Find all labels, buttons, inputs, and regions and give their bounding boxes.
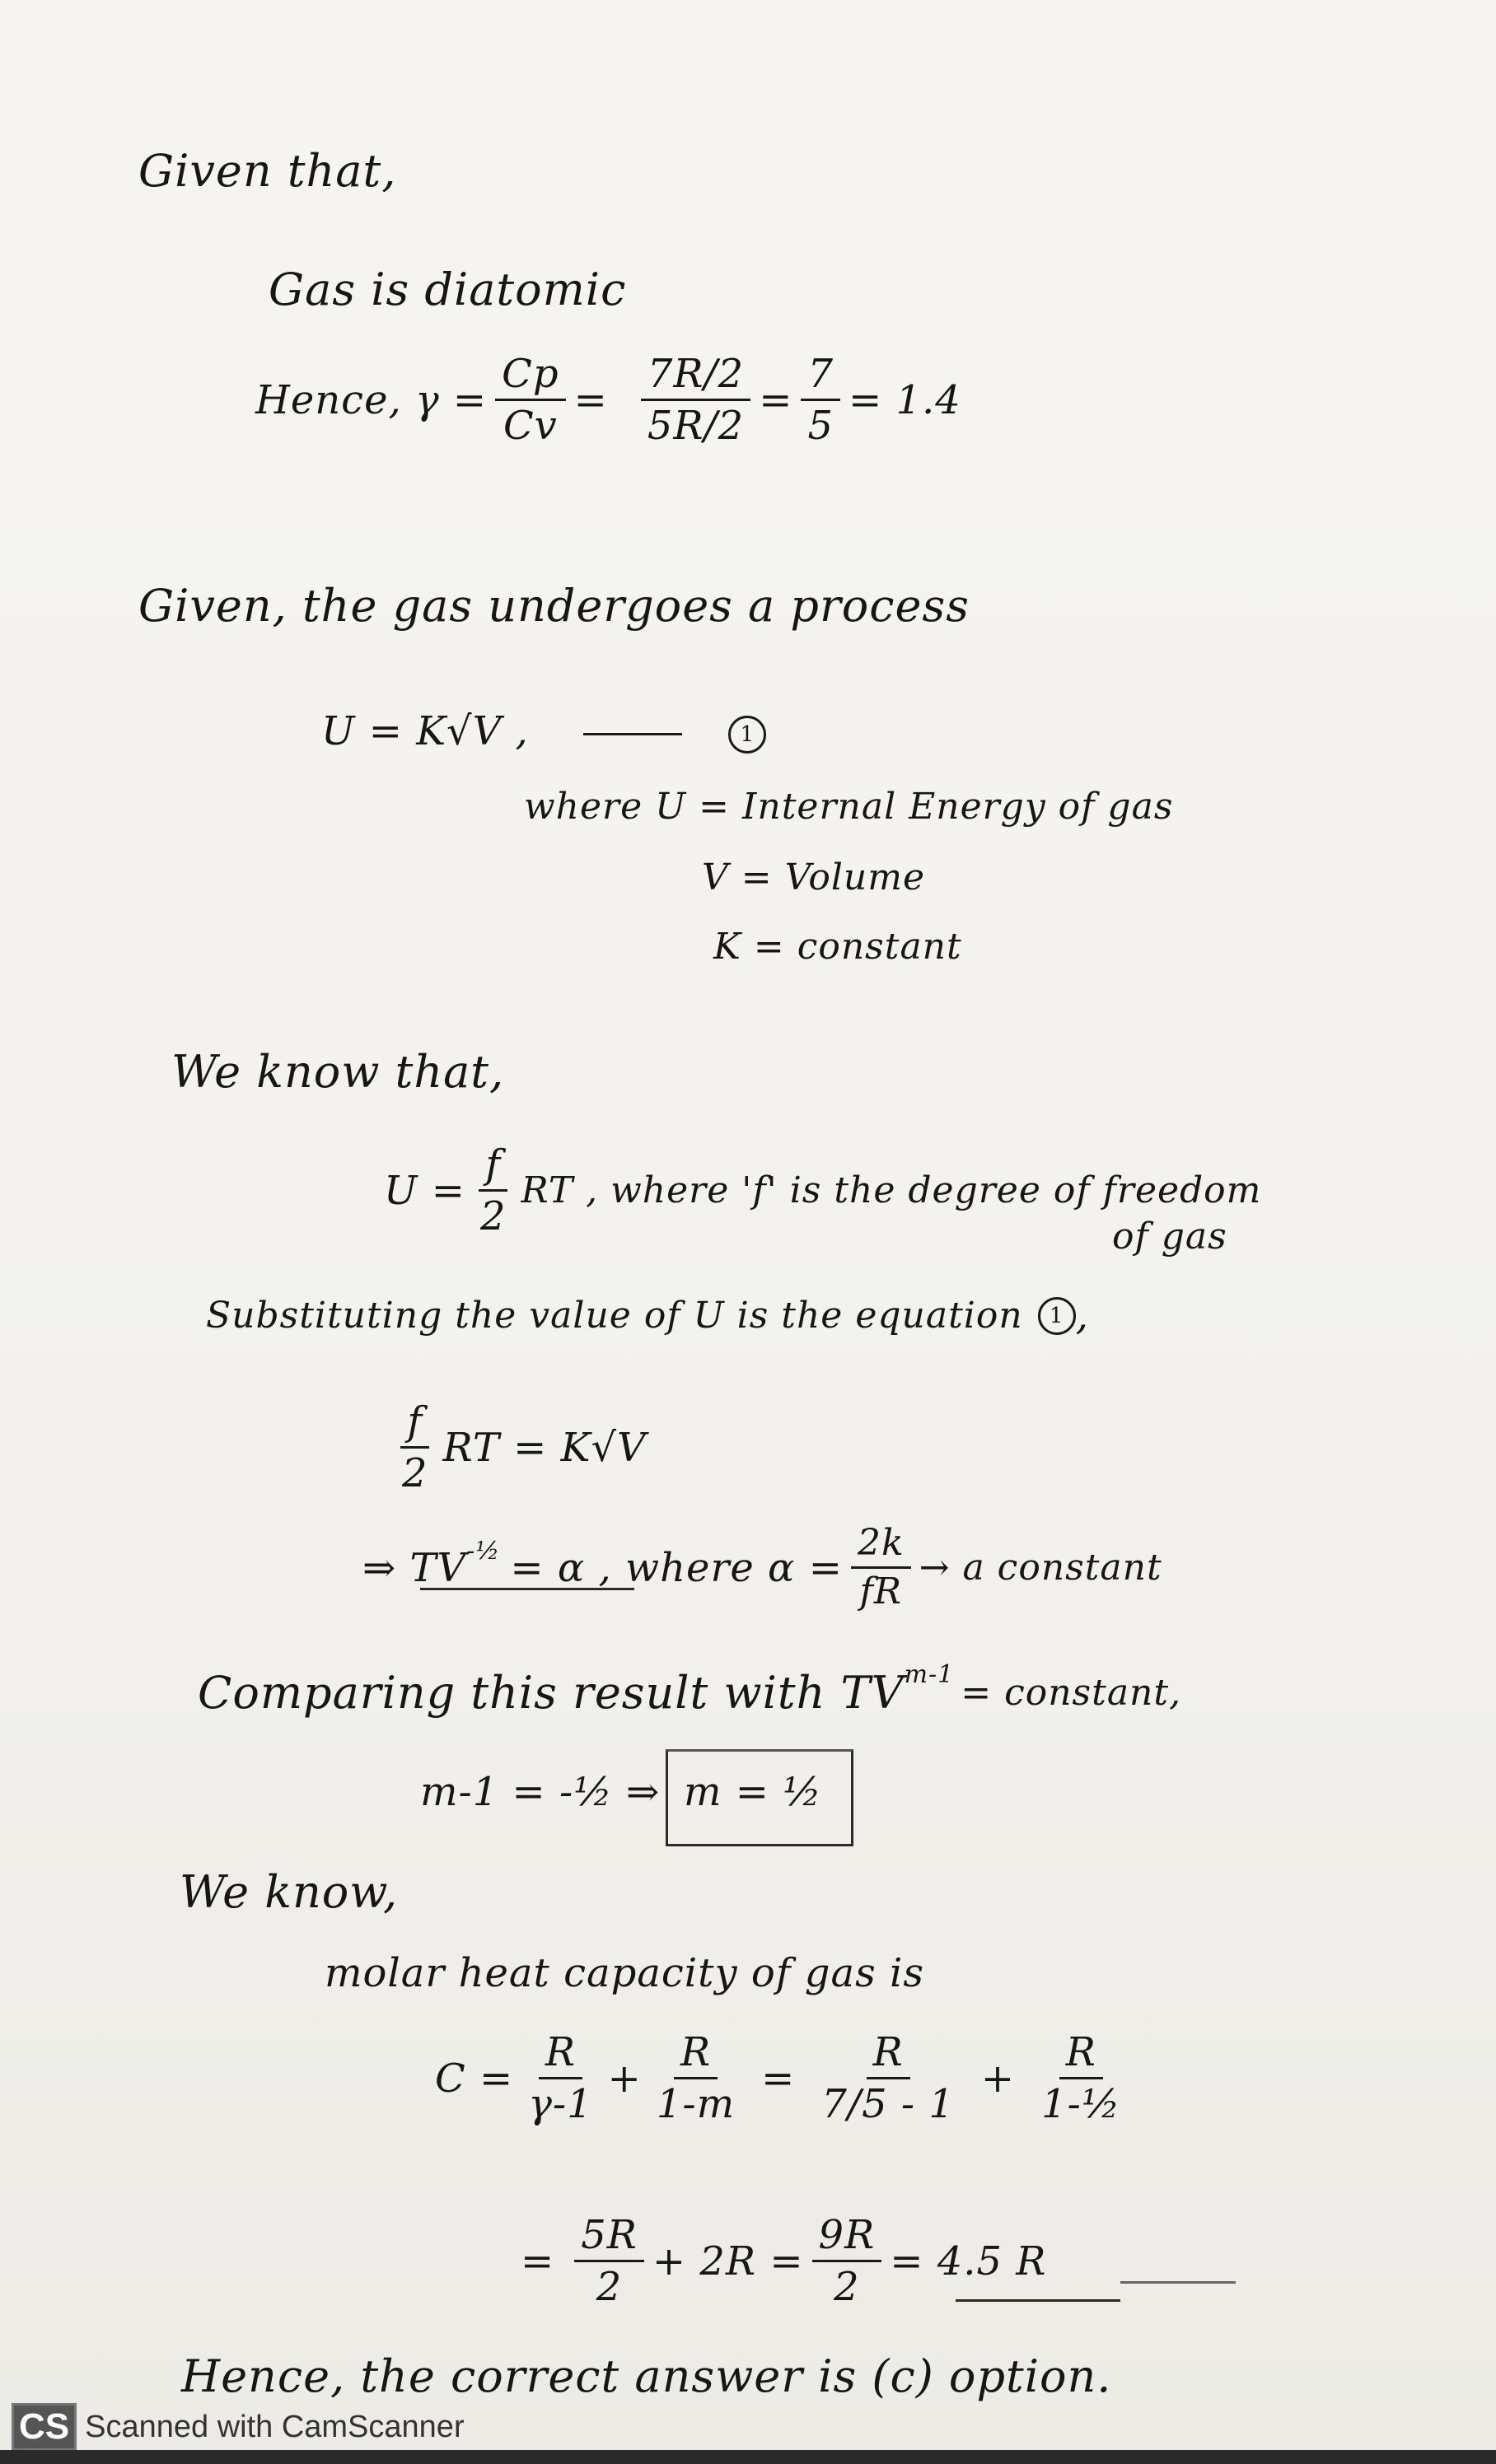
r-numerator-4: R	[1059, 2032, 1103, 2079]
equation-number-1: 1	[728, 716, 766, 754]
m-equation-left: m-1 = -½ ⇒	[420, 1769, 661, 1815]
two-denominator-2: 2	[402, 1450, 428, 1496]
where-u-line: where U = Internal Energy of gas	[524, 786, 1174, 828]
k-constant-line: K = constant	[713, 926, 962, 968]
one-minus-m-denominator: 1-m	[656, 2081, 736, 2127]
camscanner-logo: CS	[12, 2403, 77, 2451]
equals-sign: =	[759, 376, 793, 423]
result-underline-tail	[1120, 2281, 1236, 2284]
r-numerator-1: R	[539, 2032, 582, 2079]
f-over-2-fraction-2	[395, 1398, 435, 1496]
c-equals: C =	[435, 2055, 514, 2102]
nine-r-numerator: 9R	[812, 2215, 882, 2262]
alpha-equation	[362, 1522, 1162, 1612]
molar-heat-equation	[435, 2029, 1135, 2127]
substituting-line	[206, 1291, 1089, 1341]
alpha-underline	[420, 1588, 634, 1590]
result-box	[666, 1749, 853, 1846]
two-k-over-f-r-fraction	[851, 1522, 911, 1612]
r-ratio-fraction	[641, 351, 750, 449]
u-equals: U =	[384, 1167, 465, 1214]
m-minus-1-exponent: m-1	[904, 1660, 955, 1689]
final-answer-line: Hence, the correct answer is (c) option.	[181, 2350, 1112, 2402]
camscanner-text: Scanned with CamScanner	[85, 2409, 465, 2444]
v-volume-line: V = Volume	[702, 856, 926, 898]
two-denominator-4: 2	[834, 2264, 860, 2310]
gamma-value: = 1.4	[848, 376, 961, 423]
given-that-heading: Given that,	[138, 145, 397, 197]
five-denominator: 5	[807, 403, 834, 449]
equals-sign: =	[761, 2055, 796, 2102]
two-k-numerator: 2k	[851, 1525, 911, 1569]
substituting-text: Substituting the value of U is the equation	[206, 1295, 1023, 1337]
plus-sign: +	[607, 2055, 642, 2102]
f-r-denominator: fR	[859, 1570, 902, 1612]
r-over-1-minus-half	[1035, 2029, 1127, 2127]
dash-separator	[583, 733, 682, 735]
m-result-boxed: m = ½	[684, 1769, 822, 1815]
comma: ,	[1075, 1293, 1089, 1339]
seven-numerator: 7	[801, 354, 840, 401]
result-underline	[956, 2299, 1120, 2302]
seven-r-numerator: 7R/2	[641, 354, 750, 401]
comparing-text: Comparing this result with TV	[198, 1667, 905, 1719]
gamma-minus-1-denominator: γ-1	[528, 2081, 593, 2127]
process-heading: Given, the gas undergoes a process	[138, 580, 970, 632]
plus-two-r: + 2R =	[652, 2238, 804, 2284]
comparing-line	[198, 1660, 1182, 1719]
equals-alpha-where: = α , where α =	[510, 1544, 843, 1591]
u-k-root-v: U = K√V ,	[321, 708, 529, 754]
f-over-2-fraction	[474, 1141, 513, 1239]
equation-number-1-ref: 1	[1038, 1297, 1076, 1335]
equals-sign: =	[573, 376, 608, 423]
scan-bottom-edge	[0, 2450, 1496, 2464]
arrow-a-constant: → a constant	[919, 1546, 1162, 1589]
implies-tv: ⇒ TV	[362, 1544, 467, 1591]
final-result-value: = 4.5 R	[890, 2238, 1047, 2284]
r-over-gamma-minus-1	[521, 2029, 599, 2127]
gamma-equation	[255, 351, 961, 449]
f-numerator: f	[479, 1145, 507, 1192]
camscanner-footer	[12, 2403, 465, 2451]
process-equation	[321, 707, 766, 756]
r-over-seven-fifths-minus-1	[815, 2029, 961, 2127]
we-know-that-heading: We know that,	[171, 1046, 505, 1098]
minus-half-exponent: -½	[466, 1536, 501, 1566]
two-denominator-3: 2	[596, 2264, 623, 2310]
equals-sign: =	[521, 2238, 555, 2284]
five-r-over-2-fraction	[574, 2212, 644, 2310]
nine-r-over-2-fraction	[812, 2212, 882, 2310]
molar-heat-line: molar heat capacity of gas is	[325, 1950, 924, 1996]
equals-constant: = constant,	[961, 1672, 1182, 1714]
hence-gamma-label: Hence, γ =	[255, 376, 488, 423]
cv-denominator: Cv	[503, 403, 558, 449]
gas-diatomic-line: Gas is diatomic	[269, 264, 627, 315]
seven-fifths-fraction	[801, 351, 840, 449]
r-numerator-2: R	[674, 2032, 718, 2079]
substituted-equation	[387, 1398, 647, 1496]
seven-fifths-minus-1-denominator: 7/5 - 1	[821, 2081, 955, 2127]
two-denominator: 2	[479, 1193, 507, 1239]
f-numerator-2: f	[400, 1402, 429, 1449]
of-gas-line: of gas	[1112, 1216, 1227, 1258]
cp-over-cv-fraction	[495, 351, 565, 449]
rt-k-root-v: RT = K√V	[442, 1424, 647, 1471]
cp-numerator: Cp	[495, 354, 565, 401]
result-equation	[521, 2212, 1047, 2310]
r-over-1-minus-m	[650, 2029, 741, 2127]
r-numerator-3: R	[867, 2032, 910, 2079]
plus-sign: +	[980, 2055, 1016, 2102]
one-minus-half-denominator: 1-½	[1041, 2081, 1121, 2127]
five-r-numerator: 5R	[574, 2215, 644, 2262]
five-r-denominator: 5R/2	[647, 403, 745, 449]
we-know-heading: We know,	[180, 1866, 399, 1918]
rt-where-f-text: RT , where 'f' is the degree of freedom	[521, 1169, 1262, 1211]
